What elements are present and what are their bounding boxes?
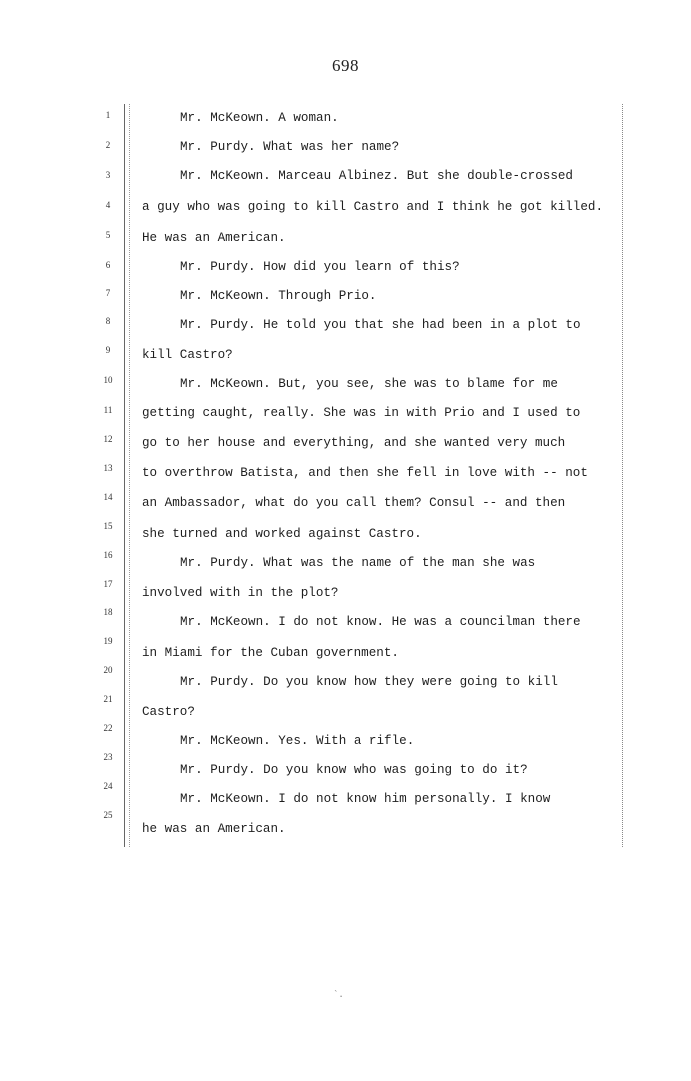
line-number: 11 [103,405,113,415]
transcript-line: a guy who was going to kill Castro and I think he got killed. [142,200,604,214]
transcript-line: Mr. McKeown. Marceau Albinez. But she double-crossed [180,169,573,183]
page-number: 698 [332,56,359,75]
line-number: 25 [103,810,113,820]
line-number: 8 [105,316,111,326]
transcript-line: Mr. Purdy. He told you that she had been in a plot to [180,318,581,332]
transcript-line: go to her house and everything, and she wanted very much [142,436,566,450]
transcript-line: Mr. Purdy. Do you know how they were going to kill [180,675,558,689]
transcript-line: Mr. McKeown. Yes. With a rifle. [180,734,415,748]
line-number: 12 [103,434,113,444]
line-number: 22 [103,723,113,733]
transcript-line: Mr. McKeown. But, you see, she was to blame for me [180,377,558,391]
line-number: 13 [103,463,113,473]
transcript-line: an Ambassador, what do you call them? Consul -- and then [142,496,566,510]
line-number: 16 [103,550,113,560]
line-number: 7 [105,288,111,298]
transcript-line: involved with in the plot? [142,586,339,600]
line-number: 23 [103,752,113,762]
transcript-line: getting caught, really. She was in with Prio and I used to [142,406,581,420]
line-number: 3 [105,170,111,180]
line-number: 24 [103,781,113,791]
transcript-line: Mr. Purdy. Do you know who was going to do it? [180,763,528,777]
transcript-line: to overthrow Batista, and then she fell in love with -- not [142,466,588,480]
transcript-line: Mr. McKeown. Through Prio. [180,289,377,303]
line-number: 2 [105,140,111,150]
line-number: 17 [103,579,113,589]
scan-speck: `. [333,990,344,1000]
line-number: 19 [103,636,113,646]
transcript-line: kill Castro? [142,348,233,362]
line-number: 18 [103,607,113,617]
line-number: 14 [103,492,113,502]
line-number: 4 [105,200,111,210]
transcript-line: Castro? [142,705,195,719]
transcript-line: he was an American. [142,822,286,836]
line-number: 20 [103,665,113,675]
line-number: 10 [103,375,113,385]
line-number: 5 [105,230,111,240]
transcript-line: Mr. Purdy. What was her name? [180,140,400,154]
line-number: 15 [103,521,113,531]
transcript-line: He was an American. [142,231,286,245]
line-number: 21 [103,694,113,704]
transcript-line: she turned and worked against Castro. [142,527,422,541]
transcript-line: Mr. Purdy. How did you learn of this? [180,260,460,274]
line-number: 9 [105,345,111,355]
transcript-line: Mr. McKeown. A woman. [180,111,339,125]
transcript-line: Mr. Purdy. What was the name of the man she was [180,556,536,570]
line-number: 6 [105,260,111,270]
line-number: 1 [105,110,111,120]
transcript-line: in Miami for the Cuban government. [142,646,399,660]
right-margin-rule [622,104,625,847]
transcript-line: Mr. McKeown. I do not know. He was a councilman there [180,615,581,629]
transcript-line: Mr. McKeown. I do not know him personally. I know [180,792,551,806]
left-margin-rule [124,104,130,847]
